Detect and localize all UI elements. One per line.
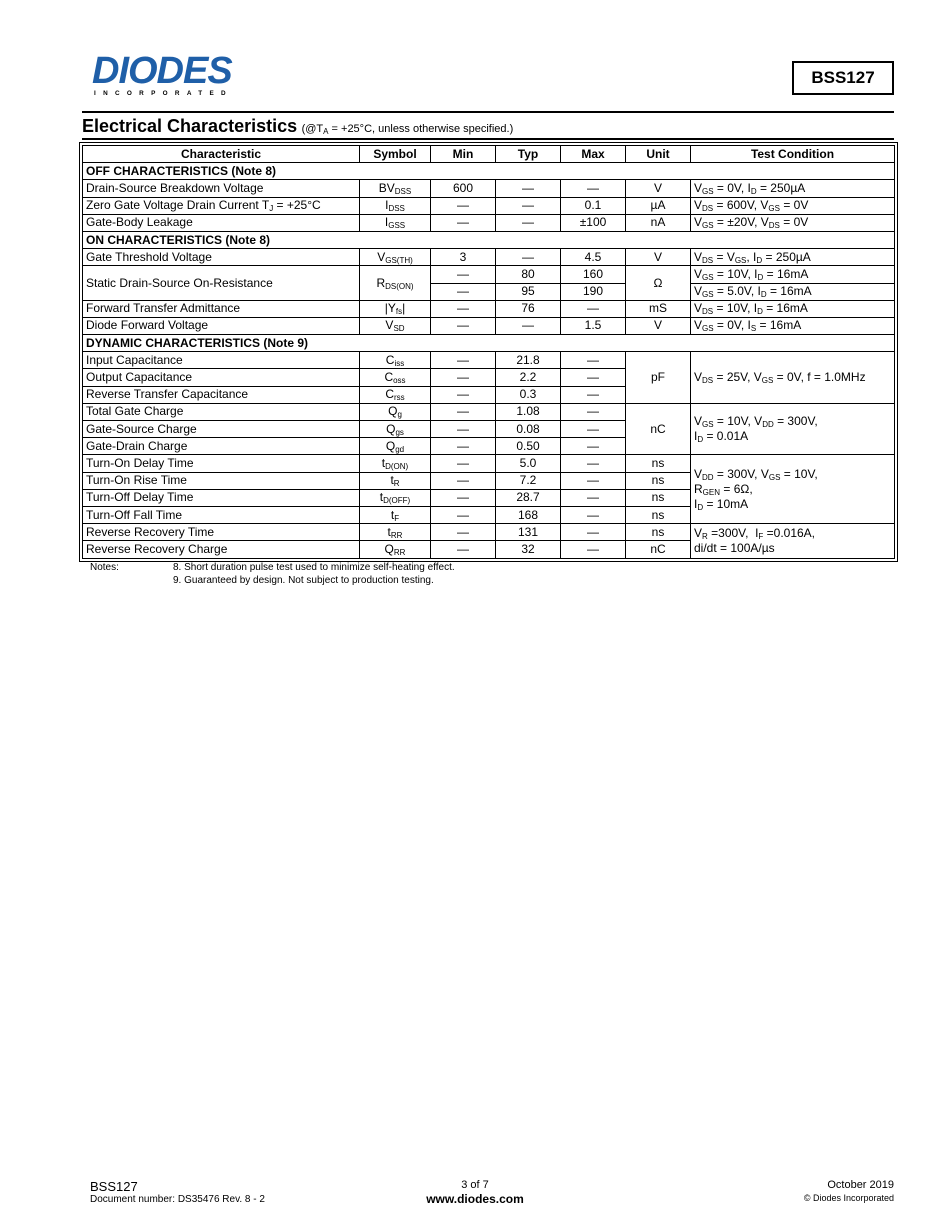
cell-condition: $V_{DS} = 10V$, $I_D = 16mA$ xyxy=(691,300,895,317)
cell-symbol: $I_{GSS}$ xyxy=(360,214,431,231)
cell-condition: $V_{GS} = 10V$, $I_D = 16mA$ xyxy=(691,266,895,283)
website-link[interactable]: www.diodes.com xyxy=(426,1192,524,1206)
footer-right xyxy=(804,1179,894,1204)
cell-typ: 1.08 xyxy=(496,403,561,420)
cell-symbol: $Q_{RR}$ xyxy=(360,541,431,558)
cell-condition: $V_R =300V$, $I_F =0.016A$, di/dt = 100A/µs xyxy=(691,524,895,558)
table-row xyxy=(83,214,895,231)
section-row xyxy=(83,231,895,248)
cell-max: 190 xyxy=(561,283,626,300)
cell-max: — xyxy=(561,438,626,455)
page-number: 3 of 7 xyxy=(461,1179,489,1191)
table-row xyxy=(83,403,895,420)
cell-max: 160 xyxy=(561,266,626,283)
cell-symbol: $|Y_{fs}|$ xyxy=(360,300,431,317)
cell-typ: 0.3 xyxy=(496,386,561,403)
cell-min: — xyxy=(431,421,496,438)
footer-part-number: BSS127 xyxy=(90,1179,138,1194)
table-row xyxy=(83,317,895,334)
cell-typ: 80 xyxy=(496,266,561,283)
cell-characteristic: Gate-Drain Charge xyxy=(83,438,360,455)
cell-characteristic: Output Capacitance xyxy=(83,369,360,386)
section-title xyxy=(82,116,513,137)
cell-condition: $V_{DS} = V_{GS}$, $I_D = 250\mu A$ xyxy=(691,249,895,266)
title-rule xyxy=(82,138,894,140)
cell-max: — xyxy=(561,489,626,506)
cell-symbol: $t_{D(OFF)}$ xyxy=(360,489,431,506)
header-rule xyxy=(82,111,894,113)
cell-typ: 21.8 xyxy=(496,352,561,369)
cell-symbol: $t_R$ xyxy=(360,472,431,489)
cell-typ: — xyxy=(496,214,561,231)
cell-condition: $V_{GS} = \pm 20V$, $V_{DS} = 0V$ xyxy=(691,214,895,231)
cell-min: — xyxy=(431,541,496,558)
cell-symbol: $t_F$ xyxy=(360,506,431,523)
cell-min: 3 xyxy=(431,249,496,266)
cell-max: — xyxy=(561,180,626,197)
cell-unit: ns xyxy=(626,455,691,472)
note-9: 9. Guaranteed by design. Not subject to production testing. xyxy=(173,574,434,586)
cell-typ: 0.50 xyxy=(496,438,561,455)
cell-symbol: $Q_{gs}$ xyxy=(360,421,431,438)
table-row xyxy=(83,266,895,283)
cell-condition: $V_{GS} = 10V$, $V_{DD} = 300V$, $I_D = 0.01A$ xyxy=(691,403,895,455)
cell-unit: V xyxy=(626,249,691,266)
cell-condition: $V_{GS} = 5.0V$, $I_D = 16mA$ xyxy=(691,283,895,300)
cell-typ: 7.2 xyxy=(496,472,561,489)
cell-max: — xyxy=(561,524,626,541)
cell-max: — xyxy=(561,472,626,489)
cell-characteristic: Input Capacitance xyxy=(83,352,360,369)
cell-typ: 95 xyxy=(496,283,561,300)
cell-unit: mS xyxy=(626,300,691,317)
table-row xyxy=(83,197,895,214)
cell-typ: 32 xyxy=(496,541,561,558)
footer-center xyxy=(390,1179,560,1206)
cell-characteristic: Gate-Body Leakage xyxy=(83,214,360,231)
table-row xyxy=(83,249,895,266)
cell-symbol: $Q_g$ xyxy=(360,403,431,420)
cell-characteristic: Turn-On Rise Time xyxy=(83,472,360,489)
cell-typ: 5.0 xyxy=(496,455,561,472)
table-row xyxy=(83,352,895,369)
cell-min: — xyxy=(431,506,496,523)
cell-unit: V xyxy=(626,180,691,197)
footer-left xyxy=(90,1179,265,1206)
cell-typ: — xyxy=(496,197,561,214)
cell-characteristic: Diode Forward Voltage xyxy=(83,317,360,334)
cell-symbol: $Q_{gd}$ xyxy=(360,438,431,455)
cell-typ: — xyxy=(496,249,561,266)
cell-characteristic: Zero Gate Voltage Drain Current $T_J = +25^\circ C$ xyxy=(83,197,360,214)
footer-copyright: © Diodes Incorporated xyxy=(803,1193,894,1203)
cell-unit: nC xyxy=(626,403,691,455)
cell-symbol: $V_{GS(TH)}$ xyxy=(360,249,431,266)
cell-typ: 0.08 xyxy=(496,421,561,438)
cell-characteristic: Reverse Transfer Capacitance xyxy=(83,386,360,403)
cell-min: — xyxy=(431,455,496,472)
cell-min: — xyxy=(431,266,496,283)
section-label: OFF CHARACTERISTICS (Note 8) xyxy=(83,163,895,180)
cell-typ: 2.2 xyxy=(496,369,561,386)
table-row xyxy=(83,524,895,541)
cell-symbol: $C_{rss}$ xyxy=(360,386,431,403)
cell-condition: $V_{GS} = 0V$, $I_S = 16mA$ xyxy=(691,317,895,334)
cell-max: — xyxy=(561,541,626,558)
cell-max: — xyxy=(561,421,626,438)
cell-characteristic: Gate Threshold Voltage xyxy=(83,249,360,266)
col-header: Characteristic xyxy=(83,146,360,163)
cell-unit: ns xyxy=(626,524,691,541)
cell-unit: nC xyxy=(626,541,691,558)
cell-condition: $V_{DD} = 300V$, $V_{GS} = 10V$, $R_{GEN} = 6\Omega$, $I_D = 10mA$ xyxy=(691,455,895,524)
cell-min: — xyxy=(431,438,496,455)
footer-date: October 2019 xyxy=(827,1179,894,1191)
cell-characteristic: Static Drain-Source On-Resistance xyxy=(83,266,360,300)
cell-symbol: $BV_{DSS}$ xyxy=(360,180,431,197)
cell-unit: pF xyxy=(626,352,691,404)
cell-max: 1.5 xyxy=(561,317,626,334)
cell-min: — xyxy=(431,369,496,386)
cell-typ: 168 xyxy=(496,506,561,523)
notes-label: Notes: xyxy=(90,562,119,573)
cell-symbol: $C_{iss}$ xyxy=(360,352,431,369)
cell-typ: 76 xyxy=(496,300,561,317)
cell-max: 4.5 xyxy=(561,249,626,266)
cell-typ: 131 xyxy=(496,524,561,541)
cell-characteristic: Turn-On Delay Time xyxy=(83,455,360,472)
cell-unit: V xyxy=(626,317,691,334)
cell-symbol: $C_{oss}$ xyxy=(360,369,431,386)
cell-characteristic: Turn-Off Delay Time xyxy=(83,489,360,506)
cell-symbol: $V_{SD}$ xyxy=(360,317,431,334)
cell-characteristic: Turn-Off Fall Time xyxy=(83,506,360,523)
cell-min: — xyxy=(431,283,496,300)
part-number-box: BSS127 xyxy=(792,61,894,95)
cell-symbol: $t_{RR}$ xyxy=(360,524,431,541)
cell-typ: 28.7 xyxy=(496,489,561,506)
cell-min: — xyxy=(431,197,496,214)
cell-characteristic: Reverse Recovery Time xyxy=(83,524,360,541)
cell-typ: — xyxy=(496,317,561,334)
cell-min: — xyxy=(431,214,496,231)
cell-max: — xyxy=(561,386,626,403)
col-header: Test Condition xyxy=(691,146,895,163)
section-row xyxy=(83,335,895,352)
cell-unit: ns xyxy=(626,472,691,489)
cell-symbol: $R_{DS(ON)}$ xyxy=(360,266,431,300)
table-row xyxy=(83,180,895,197)
cell-max: — xyxy=(561,403,626,420)
cell-unit: nA xyxy=(626,214,691,231)
cell-unit: µA xyxy=(626,197,691,214)
cell-condition: $V_{DS} = 600V$, $V_{GS} = 0V$ xyxy=(691,197,895,214)
cell-unit: ns xyxy=(626,506,691,523)
cell-condition: $V_{GS} = 0V$, $I_D = 250\mu A$ xyxy=(691,180,895,197)
section-row xyxy=(83,163,895,180)
cell-min: — xyxy=(431,403,496,420)
cell-max: — xyxy=(561,506,626,523)
cell-min: — xyxy=(431,524,496,541)
cell-max: ±100 xyxy=(561,214,626,231)
cell-max: — xyxy=(561,352,626,369)
table-row xyxy=(83,300,895,317)
cell-max: — xyxy=(561,300,626,317)
cell-symbol: $I_{DSS}$ xyxy=(360,197,431,214)
col-header: Min xyxy=(431,146,496,163)
logo-wordmark: DIODES xyxy=(92,50,232,92)
cell-min: — xyxy=(431,352,496,369)
cell-symbol: $t_{D(ON)}$ xyxy=(360,455,431,472)
section-condition: ($@T_A = +25^\circ C$, unless otherwise specified.) xyxy=(301,123,514,136)
cell-min: 600 xyxy=(431,180,496,197)
cell-characteristic: Forward Transfer Admittance xyxy=(83,300,360,317)
col-header: Symbol xyxy=(360,146,431,163)
table-header-row xyxy=(83,146,895,163)
cell-typ: — xyxy=(496,180,561,197)
col-header: Typ xyxy=(496,146,561,163)
cell-min: — xyxy=(431,386,496,403)
cell-min: — xyxy=(431,317,496,334)
cell-characteristic: Gate-Source Charge xyxy=(83,421,360,438)
section-title-text: Electrical Characteristics xyxy=(82,116,298,136)
logo-subtext: INCORPORATED xyxy=(94,90,233,97)
note-8: 8. Short duration pulse test used to minimize self-heating effect. xyxy=(173,562,455,573)
footer-document-number: Document number: DS35476 Rev. 8 - 2 xyxy=(90,1194,265,1205)
cell-characteristic: Total Gate Charge xyxy=(83,403,360,420)
cell-min: — xyxy=(431,472,496,489)
table-row xyxy=(83,455,895,472)
diodes-logo xyxy=(92,52,264,98)
cell-min: — xyxy=(431,300,496,317)
cell-max: — xyxy=(561,455,626,472)
cell-condition: $V_{DS} = 25V$, $V_{GS} = 0V$, f = 1.0MHz xyxy=(691,352,895,404)
electrical-characteristics-table xyxy=(82,145,895,559)
col-header: Unit xyxy=(626,146,691,163)
cell-max: 0.1 xyxy=(561,197,626,214)
cell-min: — xyxy=(431,489,496,506)
cell-characteristic: Reverse Recovery Charge xyxy=(83,541,360,558)
cell-unit: Ω xyxy=(626,266,691,300)
cell-max: — xyxy=(561,369,626,386)
section-label: DYNAMIC CHARACTERISTICS (Note 9) xyxy=(83,335,895,352)
col-header: Max xyxy=(561,146,626,163)
section-label: ON CHARACTERISTICS (Note 8) xyxy=(83,231,895,248)
cell-unit: ns xyxy=(626,489,691,506)
cell-characteristic: Drain-Source Breakdown Voltage xyxy=(83,180,360,197)
